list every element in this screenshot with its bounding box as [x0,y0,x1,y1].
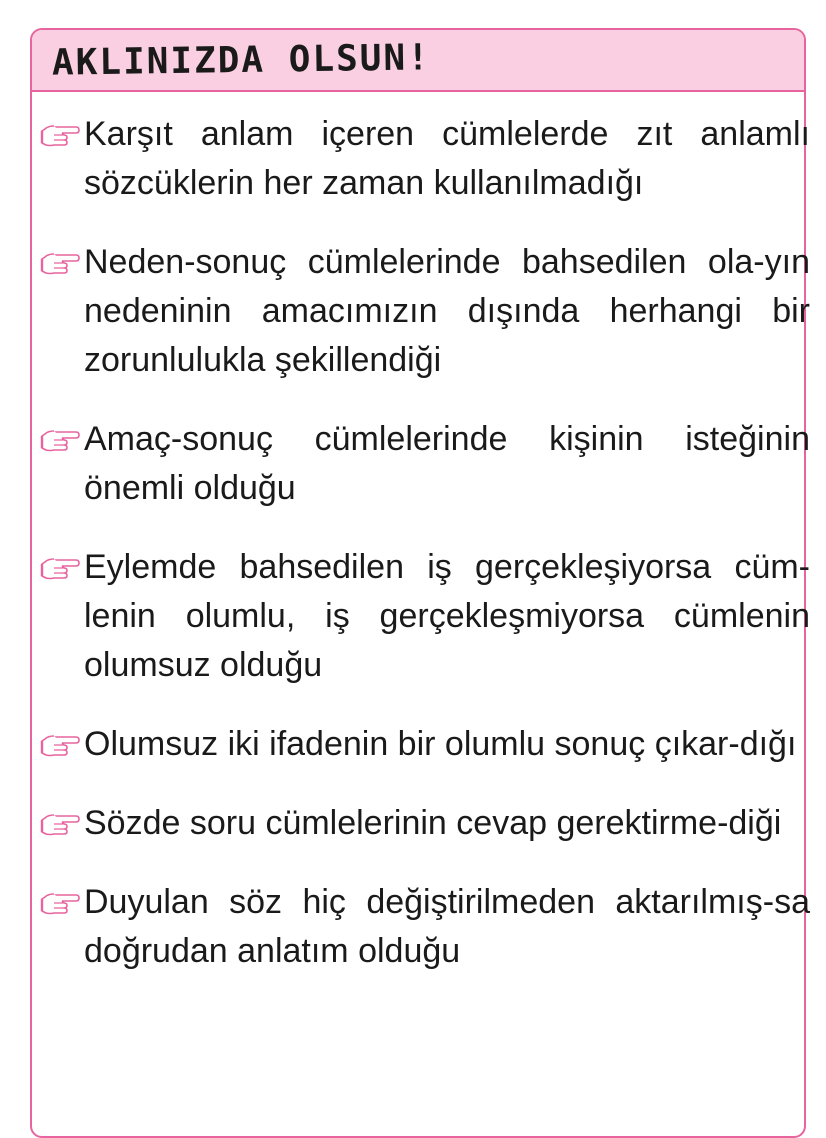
reminder-box [30,28,810,1138]
list-item-text: Eylemde bahsedilen iş gerçekleşiyorsa cüm-lenin olumlu, iş gerçekleşmiyorsa cümlenin olumsuz olduğu [84,548,810,684]
list-item-text: Olumsuz iki ifadenin bir olumlu sonuç çıkar-dığı [84,725,797,763]
pointing-hand-icon [40,551,80,581]
list-item [32,238,810,385]
pointing-hand-icon [40,246,80,276]
list-item-text: Duyulan söz hiç değiştirilmeden aktarılmış-sa doğrudan anlatım olduğu [84,883,810,970]
list-item [32,110,810,208]
list-item [32,720,810,769]
reminder-list [32,92,810,976]
list-item [32,878,810,976]
pointing-hand-icon [40,118,80,148]
pointing-hand-icon [40,886,80,916]
reminder-box-header [32,30,804,92]
list-item-text: Neden-sonuç cümlelerinde bahsedilen ola-yın nedeninin amacımızın dışında herhangi bir zorunlulukla şekillendiği [84,243,810,379]
reminder-box-title: AKLINIZDA OLSUN! [51,36,432,84]
pointing-hand-icon [40,807,80,837]
list-item-text: Sözde soru cümlelerinin cevap gerektirme-diği [84,804,782,842]
list-item [32,415,810,513]
pointing-hand-icon [40,728,80,758]
list-item [32,799,810,848]
list-item [32,543,810,690]
list-item-text: Karşıt anlam içeren cümlelerde zıt anlamlı sözcüklerin her zaman kullanılmadığı [84,115,810,202]
pointing-hand-icon [40,423,80,453]
list-item-text: Amaç-sonuç cümlelerinde kişinin isteğinin önemli olduğu [84,420,810,507]
